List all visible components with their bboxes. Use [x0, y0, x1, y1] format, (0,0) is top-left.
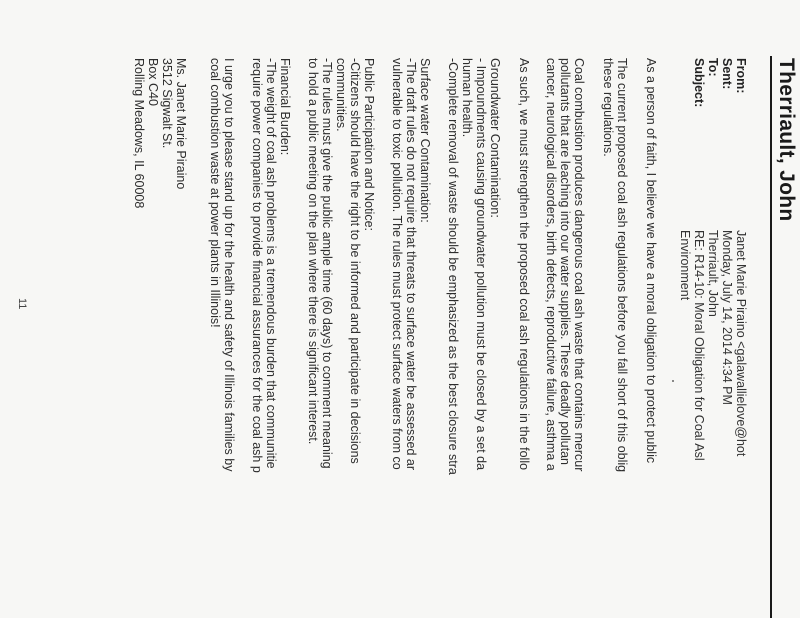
signature-street: 3512 Sigwalt St. — [160, 58, 174, 149]
surface-water-line-2: vulnerable to toxic pollution. The rules must protect surface waters from co — [390, 58, 404, 470]
public-participation-line-3: -The rules must give the public ample time (60 days) to comment meaning — [320, 58, 334, 469]
signature-city: Rolling Meadows, IL 60008 — [132, 58, 146, 209]
paragraph-2-line-1: Coal combustion produces dangerous coal ash waste that contains mercur — [572, 58, 586, 472]
public-participation-line-1: -Citizens should have the right to be informed and participate in decisions — [348, 58, 362, 464]
paragraph-1-line-1: The current proposed coal ash regulations before you fall short of this oblig — [615, 58, 629, 473]
from-value: Janet Marie Piraino <galawallielove@hot — [734, 230, 748, 457]
page-number: 11 — [16, 298, 28, 310]
financial-burden-line-1: -The weight of coal ash problems is a tremendous burden that communitie — [264, 58, 278, 469]
groundwater-line-2: human health. — [460, 58, 474, 138]
groundwater-heading: Groundwater Contamination: — [488, 58, 502, 218]
closing-line-1: I urge you to please stand up for the health and safety of Illinois families by — [222, 58, 236, 472]
financial-burden-heading: Financial Burden: — [278, 58, 292, 156]
to-value: Therriault, John — [706, 230, 720, 317]
subject-value: RE: R14-10: Moral Obligation for Coal Asl — [692, 230, 706, 461]
signature-name: Ms. Janet Marie Piraino — [174, 58, 188, 190]
heading-rule — [770, 56, 772, 618]
sent-value: Monday, July 14, 2014 4:34 PM — [720, 230, 734, 405]
subject-value-continued: Environment — [678, 230, 692, 301]
subject-label: Subject: — [692, 58, 706, 108]
financial-burden-line-2: require power companies to provide financial assurances for the coal ash p — [250, 58, 264, 473]
intro-line: As a person of faith, I believe we have a moral obligation to protect public — [644, 58, 658, 464]
paragraph-2-line-2: pollutants that are leaching into our water supplies. These deadly pollutan — [558, 58, 572, 465]
surface-water-heading: Surface water Contamination: — [418, 58, 432, 223]
paragraph-2-line-3: cancer, neurological disorders, birth defects, reproductive failure, asthma a — [544, 58, 558, 471]
closing-line-2: coal combustion waste at power plants in Illinois! — [208, 58, 222, 328]
groundwater-line-3: -Complete removal of waste should be emphasized as the best closure stra — [446, 58, 460, 475]
sent-label: Sent: — [720, 58, 734, 90]
public-participation-line-2: communities. — [334, 58, 348, 132]
to-label: To: — [706, 58, 720, 77]
sender-name-heading: Therriault, John — [775, 58, 798, 222]
groundwater-line-1: - Impoundments causing groundwater pollution must be closed by a set da — [474, 58, 488, 471]
from-label: From: — [734, 58, 748, 94]
paragraph-3-line: As such, we must strengthen the proposed coal ash regulations in the follo — [517, 58, 531, 471]
scan-speck — [672, 380, 674, 382]
public-participation-heading: Public Participation and Notice: — [362, 58, 376, 232]
public-participation-line-4: to hold a public meeting on the plan where there is significant interest. — [306, 58, 320, 445]
signature-box: Box C40 — [146, 58, 160, 106]
surface-water-line-1: -The draft rules do not require that threats to surface water be assessed ar — [404, 58, 418, 471]
paragraph-1-line-2: these regulations. — [601, 58, 615, 157]
